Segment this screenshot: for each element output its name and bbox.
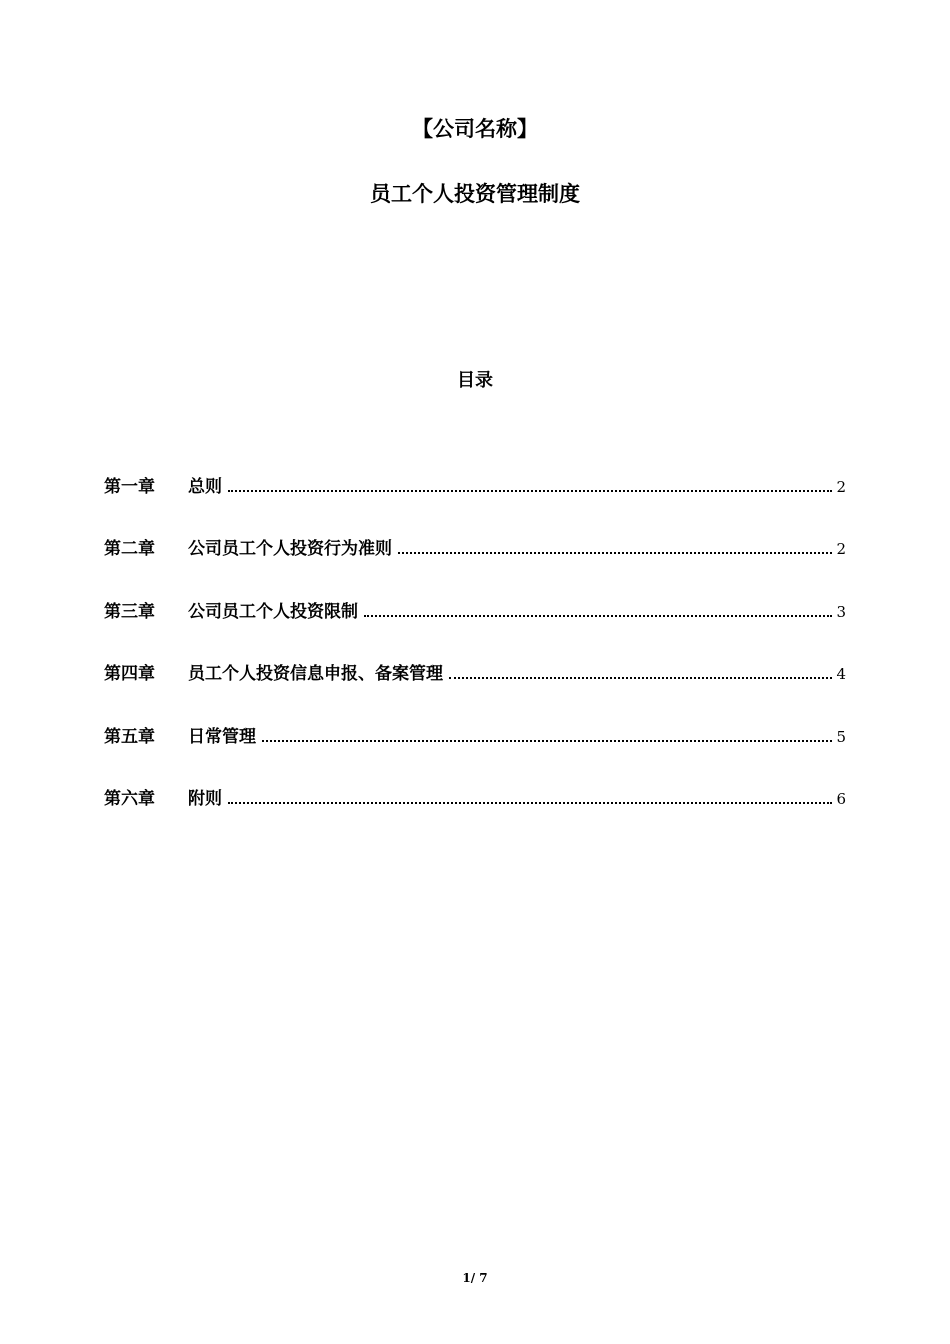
toc-chapter-label: 第六章 [104, 788, 155, 809]
toc-entry-chapter-2[interactable] [104, 534, 846, 596]
toc-entry-chapter-3[interactable] [104, 597, 846, 659]
toc-dot-leader [449, 676, 832, 679]
toc-chapter-label: 第五章 [104, 726, 155, 747]
toc-page-number: 3 [836, 602, 846, 621]
toc-entry-title: 公司员工个人投资限制 [188, 601, 358, 622]
toc-dot-leader [398, 551, 832, 554]
toc-page-number: 2 [836, 478, 846, 496]
toc-entry-title: 附则 [188, 788, 222, 809]
toc-heading: 目录 [457, 370, 493, 391]
toc-entry-title: 总则 [188, 477, 222, 497]
toc-entry-title: 员工个人投资信息申报、备案管理 [188, 664, 443, 685]
toc-chapter-label: 第二章 [104, 539, 155, 560]
document-title: 员工个人投资管理制度 [370, 182, 580, 206]
toc-entry-chapter-6[interactable] [104, 784, 846, 846]
toc-dot-leader [228, 489, 832, 492]
toc-page-number: 4 [836, 665, 846, 684]
toc-entry-chapter-4[interactable] [104, 659, 846, 721]
toc-page-number: 2 [836, 540, 846, 559]
toc-page-number: 6 [836, 789, 846, 808]
company-name: 【公司名称】 [412, 117, 538, 141]
toc-dot-leader [228, 801, 832, 804]
toc-entry-chapter-5[interactable] [104, 722, 846, 784]
toc-dot-leader [262, 739, 832, 742]
toc-chapter-label: 第四章 [104, 664, 155, 685]
toc-dot-leader [364, 614, 832, 617]
toc-chapter-label: 第三章 [104, 601, 155, 622]
table-of-contents [104, 472, 846, 846]
page-indicator: 1/ 7 [462, 1271, 488, 1285]
toc-entry-chapter-1[interactable] [104, 472, 846, 534]
toc-page-number: 5 [836, 727, 846, 746]
toc-chapter-label: 第一章 [104, 477, 155, 497]
toc-entry-title: 公司员工个人投资行为准则 [188, 539, 392, 560]
toc-entry-title: 日常管理 [188, 726, 256, 747]
